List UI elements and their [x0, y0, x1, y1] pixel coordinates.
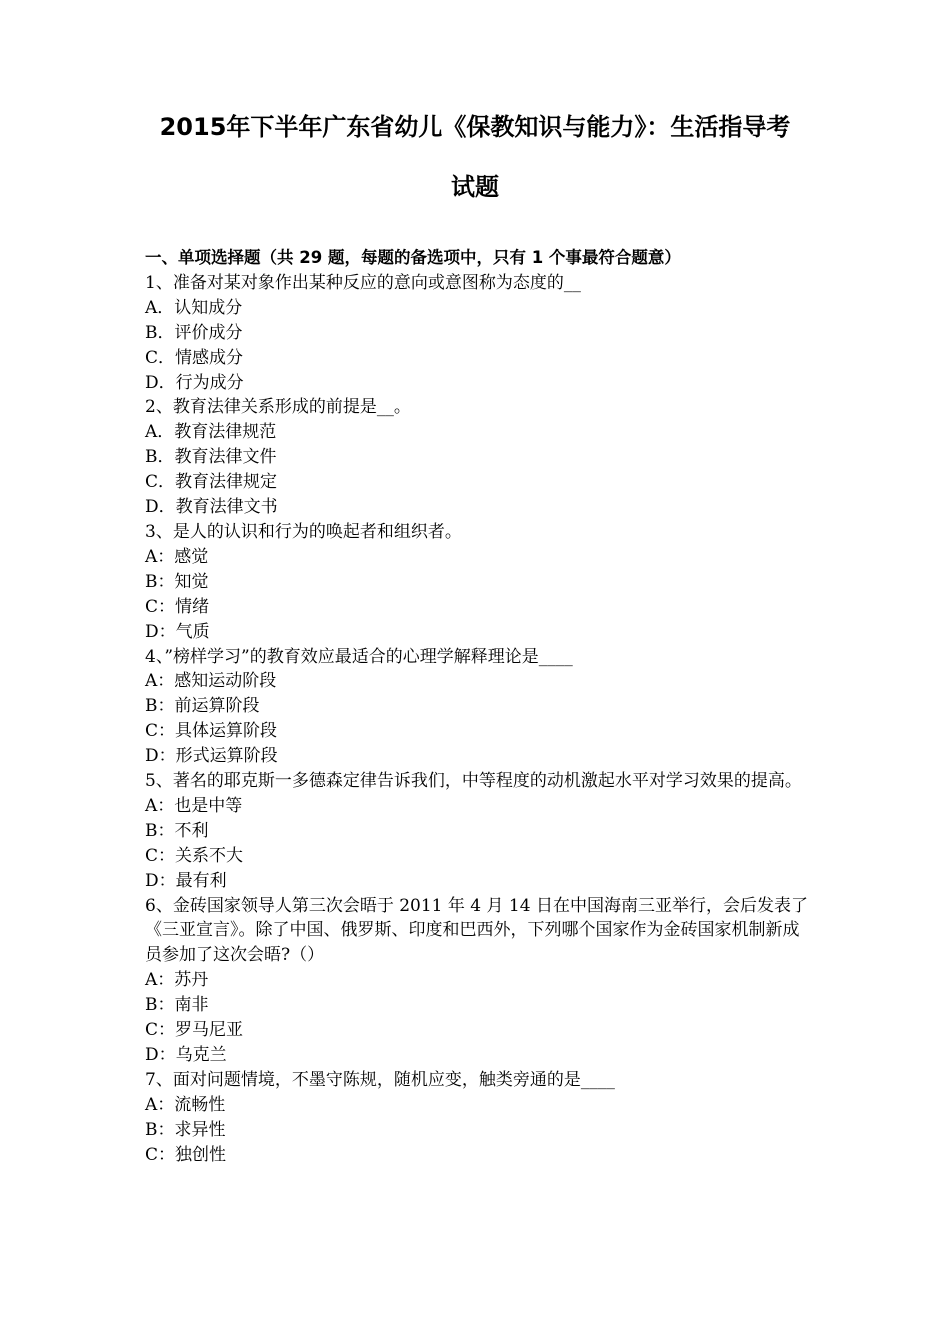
question-7 [145, 1068, 810, 1168]
option-d: D：形式运算阶段 [145, 746, 278, 767]
option-b: B．评价成分 [145, 322, 243, 343]
document-title [60, 112, 890, 202]
question-text: 7、面对问题情境，不墨守陈规，随机应变，触类旁通的是____ [145, 1069, 615, 1090]
document-body [145, 246, 810, 1168]
option-d: D．教育法律文书 [145, 497, 278, 518]
question-text: 4、”榜样学习”的教育效应最适合的心理学解释理论是____ [145, 646, 573, 667]
question-3 [145, 520, 810, 645]
section-heading: 一、单项选择题（共 29 题，每题的备选项中，只有 1 个事最符合题意） [145, 248, 681, 267]
option-a: A．教育法律规范 [145, 422, 277, 443]
question-2 [145, 395, 810, 520]
question-text: 2、教育法律关系形成的前提是__。 [145, 397, 411, 418]
option-c: C：罗马尼亚 [145, 1020, 244, 1041]
option-c: C．情感成分 [145, 347, 244, 368]
option-a: A：也是中等 [145, 795, 243, 816]
option-b: B：前运算阶段 [145, 696, 260, 717]
option-d: D：乌克兰 [145, 1045, 227, 1065]
option-b: B：知觉 [145, 571, 209, 592]
option-c: C：关系不大 [145, 845, 244, 866]
option-a: A：感觉 [145, 546, 209, 567]
option-b: B：南非 [145, 995, 209, 1016]
option-b: B：求异性 [145, 1119, 226, 1140]
question-text: 6、金砖国家领导人第三次会晤于 2011 年 4 月 14 日在中国海南三亚举行，会后发表了《三亚宣言》。除了中国、俄罗斯、印度和巴西外，下列哪个国家作为金砖国家机制新成员参加了这次会晤?（） [145, 895, 808, 966]
question-4 [145, 645, 810, 770]
question-text: 5、著名的耶克斯一多德森定律告诉我们，中等程度的动机激起水平对学习效果的提高。 [145, 771, 802, 792]
option-d: D．行为成分 [145, 372, 244, 393]
question-list [145, 271, 810, 1168]
question-text: 3、是人的认识和行为的唤起者和组织者。 [145, 521, 462, 542]
question-text: 1、准备对某对象作出某种反应的意向或意图称为态度的__ [145, 272, 581, 293]
option-c: C：具体运算阶段 [145, 721, 278, 742]
option-a: A：流畅性 [145, 1094, 226, 1115]
option-a: A：苏丹 [145, 970, 209, 991]
question-6 [145, 894, 810, 1068]
option-c: C：独创性 [145, 1144, 227, 1165]
option-d: D：气质 [145, 621, 210, 642]
option-c: C．教育法律规定 [145, 472, 278, 493]
option-c: C：情绪 [145, 596, 210, 617]
option-a: A．认知成分 [145, 297, 243, 318]
title-line-1: 2015年下半年广东省幼儿《保教知识与能力》：生活指导考 [159, 113, 791, 141]
option-d: D：最有利 [145, 870, 227, 891]
option-b: B．教育法律文件 [145, 447, 277, 468]
option-a: A：感知运动阶段 [145, 671, 277, 692]
title-line-2: 试题 [451, 173, 499, 201]
question-5 [145, 769, 810, 894]
option-b: B：不利 [145, 820, 209, 841]
question-1 [145, 271, 810, 396]
